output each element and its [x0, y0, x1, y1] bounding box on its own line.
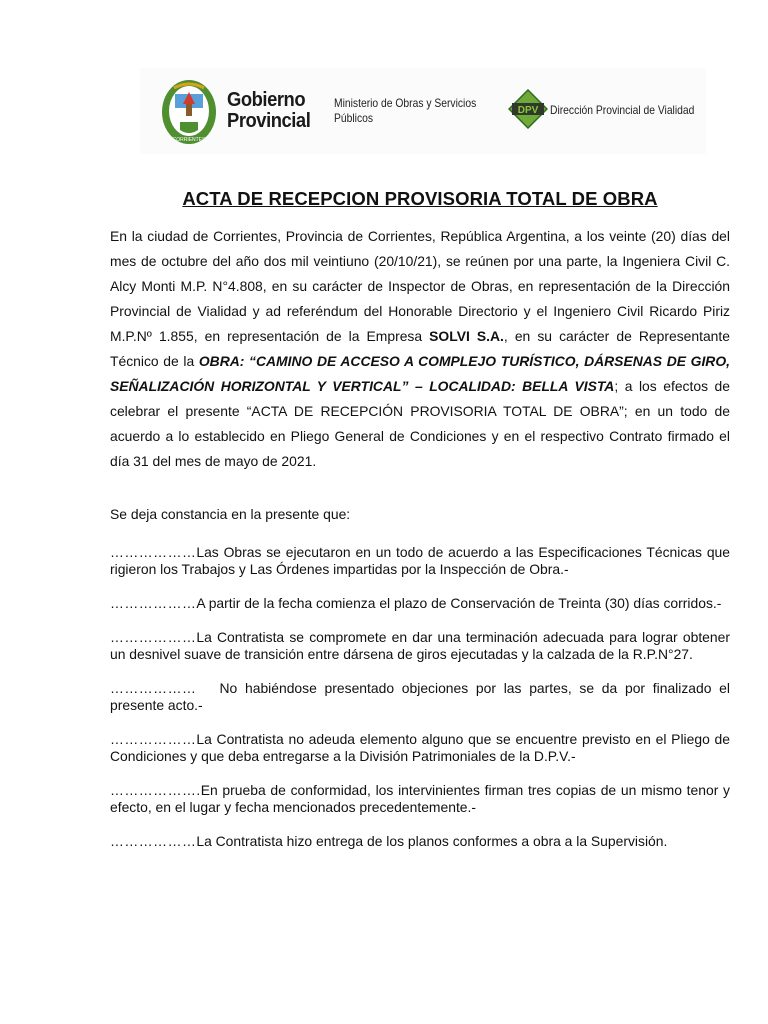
clause-text: Las Obras se ejecutaron en un todo de acuerdo a las Especificaciones Técnicas que rigieron los Trabajos y Las Órdenes impartidas por la Inspección de Obra.- — [110, 544, 730, 577]
corrientes-shield-logo — [160, 78, 218, 146]
ministry-line-2: Públicos — [334, 111, 374, 125]
ministry-name — [334, 96, 476, 126]
intro-text-2: , en su carácter de Representante Técnico de la — [110, 328, 730, 369]
company-name: SOLVI S.A. — [429, 328, 504, 344]
clause-leader-dots: ……………… — [110, 731, 197, 747]
clause-leader-dots: ………………. — [110, 782, 201, 798]
government-line-2: Provincial — [227, 110, 311, 132]
intro-text-3: ; a los efectos de celebrar el presente “ACTA DE RECEPCIÓN PROVISORIA TOTAL DE OBRA”; en un todo de acuerdo a lo establecido en Pliego General de Condiciones y en el respectivo Contrato firmado el día 31 del mes de mayo de 2021. — [110, 378, 731, 469]
dpv-name: Dirección Provincial de Vialidad — [550, 103, 695, 117]
clause-text: La Contratista se compromete en dar una terminación adecuada para lograr obtener un desnivel suave de transición entre dársena de giros ejecutadas y la calzada de la R.P.N°27. — [110, 629, 730, 662]
obra-name: OBRA: “CAMINO DE ACCESO A COMPLEJO TURÍSTICO, DÁRSENAS DE GIRO, SEÑALIZACIÓN HORIZONTAL Y VERTICAL” – LOCALIDAD: BELLA VISTA — [110, 353, 730, 394]
clause-list — [110, 544, 734, 867]
clause-text: No habiéndose presentado objeciones por las partes, se da por finalizado el presente acto.- — [110, 680, 734, 713]
constancia-line: Se deja constancia en la presente que: — [110, 506, 351, 522]
dpv-diamond-logo — [508, 89, 548, 129]
clause-leader-dots: ……………… — [110, 833, 197, 849]
clause-text: La Contratista hizo entrega de los planos conformes a obra a la Supervisión. — [196, 833, 668, 849]
government-line-1: Gobierno — [227, 89, 306, 111]
clause-item — [110, 833, 730, 850]
svg-text:CORRIENTES: CORRIENTES — [172, 137, 206, 143]
clause-text: A partir de la fecha comienza el plazo de Conservación de Treinta (30) días corridos.- — [196, 595, 722, 611]
clause-leader-dots: ……………… — [110, 629, 197, 645]
clause-leader-dots: ……………… — [110, 544, 197, 560]
clause-text: La Contratista no adeuda elemento alguno que se encuentre previsto en el Pliego de Condiciones y que deba entregarse a la División Patrimoniales de la D.P.V.- — [110, 731, 730, 764]
clause-leader-dots: ……………… — [110, 595, 197, 611]
clause-leader-dots: ……………… — [110, 680, 197, 696]
document-title: ACTA DE RECEPCION PROVISORIA TOTAL DE OBRA — [182, 188, 658, 209]
government-name — [227, 90, 310, 132]
clause-item — [110, 544, 730, 578]
clause-item — [110, 595, 730, 612]
ministry-line-1: Ministerio de Obras y Servicios — [334, 96, 477, 110]
clause-text: En prueba de conformidad, los intervinientes firman tres copias de un mismo tenor y efecto, en el lugar y fecha mencionados precedentemente.- — [110, 782, 730, 815]
intro-text-1: En la ciudad de Corrientes, Provincia de Corrientes, República Argentina, a los veinte (20) días del mes de octubre del año dos mil veintiuno (20/10/21), se reúnen por una parte, la Ingeniera Civil C. Alcy Monti M.P. N°4.808, en su carácter de Inspector de Obras, en representación de la Dirección Provincial de Vialidad y ad referéndum del Honorable Directorio y el Ingeniero Civil Ricardo Piriz M.P.Nº 1.855, en representación de la Empresa — [110, 228, 730, 344]
clause-item — [110, 629, 730, 663]
intro-paragraph — [110, 224, 730, 474]
clause-item — [110, 680, 734, 714]
letterhead — [140, 68, 706, 154]
svg-text:DPV: DPV — [517, 105, 539, 116]
clause-item — [110, 731, 730, 765]
clause-item — [110, 782, 730, 816]
